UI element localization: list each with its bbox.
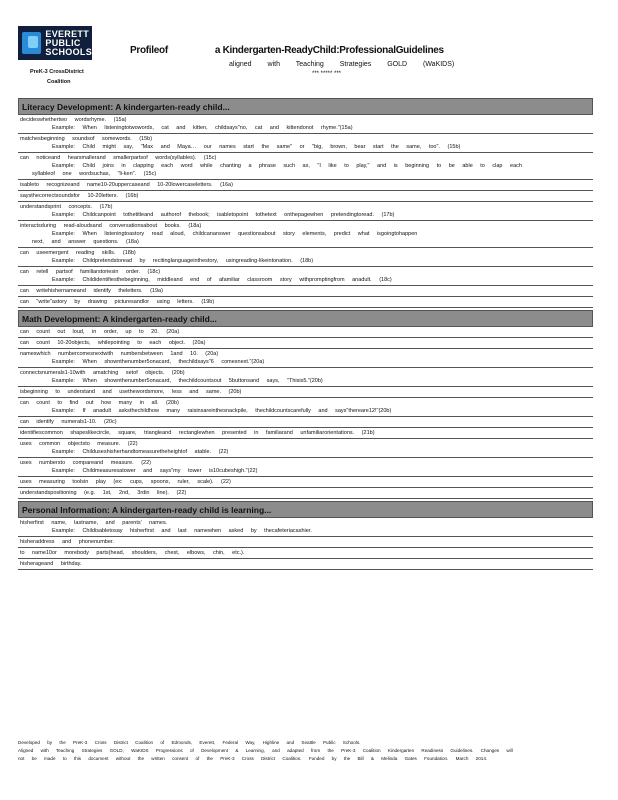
guideline-row	[18, 439, 593, 458]
guideline-text: uses common objectsto measure. (22)	[20, 441, 138, 447]
footer-line-1: Developed by the PreK-3 Cross District Coalition of Edmonds, Everett, Federal Way, Highline and Seattle Public Schools.	[18, 740, 361, 745]
guideline-text: uses measuring toolsin play (ex: cups, spoons, ruler, scale). (22)	[20, 479, 231, 485]
page-subtitle: aligned with Teaching Strategies GOLD (WaKIDS)	[229, 61, 455, 68]
guideline-example: Example: When shownthenumber5onacard, thechildcountsout 5buttonsand says, "Thisis5."(20b)	[52, 378, 323, 384]
guideline-text: can count out loud, in order, up to 20. (20a)	[20, 329, 180, 335]
section-heading: Literacy Development: A kindergarten-ready child...	[18, 98, 593, 115]
logo-line-1: EVERETT	[45, 28, 89, 39]
guideline-row	[18, 559, 593, 570]
section-heading: Personal Information: A kindergarten-ready child is learning...	[18, 501, 593, 518]
guideline-row	[18, 286, 593, 297]
guideline-row	[18, 115, 593, 134]
guideline-example: Example: Childuseshisherhandtomeasuretheheightof atable. (22)	[52, 449, 229, 455]
guideline-example: Example: Childcanpoint tothetitleand authorof thebook; isabletopoint tothetext onthepagewhen pretendingtoread. (17b)	[52, 212, 395, 218]
guideline-text: matchesbeginning soundsof somewords. (15b)	[20, 136, 153, 142]
guideline-row	[18, 338, 593, 349]
guideline-example: Example: Childpretendstoread by recitinglanguageinthestory, usingreading-likeintonation. (18b)	[52, 258, 314, 264]
guideline-row	[18, 191, 593, 202]
guideline-text: isableto recognizeand name10-20uppercaseand 10-20lowercaseletters. (16a)	[20, 182, 233, 188]
guideline-row	[18, 398, 593, 417]
guideline-row	[18, 548, 593, 559]
footer-line-3: not be made to this document without the written consent of the PreK-3 Cross District Coalition. Funded by the Bill & Melinda Gates Foundation. March 2014.	[18, 756, 488, 761]
guideline-text: uses numbersto compareand measure. (22)	[20, 460, 151, 466]
guideline-row	[18, 518, 593, 537]
prek-coalition-label: PreK-3 CrossDistrict	[30, 69, 84, 75]
guideline-example: Example: Child joins in clapping each word while chanting a phrase such as, "I like to play," and is beginning to be able to clap each	[52, 163, 522, 169]
guideline-example: Example: If anadult asksthechildhow many raisinsareinthesnackpile, thechildcountscarefully and says"thereare12!"(20b)	[52, 408, 392, 414]
guideline-example: syllableof one wordsuchas, "li-ken". (15c)	[32, 171, 157, 177]
title-part-2: a Kindergarten-ReadyChild:ProfessionalGuidelines	[214, 45, 444, 56]
guideline-text: identifiescommon shapeslikecircle, square, triangleand rectanglewhen presented in familiarand unfamiliarorientations. (21b)	[20, 430, 375, 436]
guideline-example: Example: Childisabletosay hisherfirst and last namewhen asked by thecafeteriacashier.	[52, 528, 312, 534]
guideline-row	[18, 537, 593, 548]
guideline-example: Example: When shownthenumber5onacard, thechildsays"6 comesnext."(20a)	[52, 359, 265, 365]
guideline-row	[18, 134, 593, 153]
page-subtitle-2: *** ***** ***	[312, 71, 342, 77]
guideline-text: understandspositioning (e.g. 1st, 2nd, 3rdin line). (22)	[20, 490, 187, 496]
guideline-row	[18, 349, 593, 368]
guideline-example: Example: When listeningtoastory read aloud, childcananswer questionsabout story elements, predict what isgoingtohappen	[52, 231, 418, 237]
guideline-row	[18, 297, 593, 308]
guideline-text: can useemergent reading skills. (18b)	[20, 250, 136, 256]
guideline-row	[18, 477, 593, 488]
guideline-example: Example: Child might say, "Max and Maya… our names start the same" or "big, brown, bear start the same, too". (15b)	[52, 144, 461, 150]
guideline-text: decideswhethertwo wordsrhyme. (15a)	[20, 117, 127, 123]
title-part-1: Profileof	[130, 45, 168, 56]
guideline-text: isbeginning to understand and usethewordsmore, less and same. (20b)	[20, 389, 242, 395]
logo-line-3: SCHOOLS	[45, 46, 92, 57]
guideline-example: Example: Childmeasuresatower and says"my tower is10cubeshigh."(22)	[52, 468, 258, 474]
guideline-text: saysthecorrectsoundsfor 10-20letters. (16b)	[20, 193, 139, 199]
section-gap	[18, 570, 593, 572]
page-title	[130, 45, 444, 56]
guideline-text: nameswhich numbercomesnextwith numbersbetween 1and 10. (20a)	[20, 351, 219, 357]
guideline-row	[18, 267, 593, 286]
guideline-text: interactsduring read-aloudsand conversationsabout books. (18a)	[20, 223, 202, 229]
logo-text	[45, 30, 92, 57]
guideline-text: hisherageand birthday.	[20, 561, 82, 567]
guideline-text: hisheraddress and phonenumber.	[20, 539, 114, 545]
guideline-text: understandsprint concepts. (17b)	[20, 204, 113, 210]
guideline-example: Example: Childidentifiesthebeginning, middleand end of afamiliar classroom story withpromptingfrom anadult. (18c)	[52, 277, 392, 283]
guideline-row	[18, 202, 593, 221]
school-logo	[18, 26, 92, 60]
guideline-text: can "write"astory by drawing picturesandlor using letters. (19b)	[20, 299, 215, 305]
guideline-row	[18, 488, 593, 499]
guideline-text: can count 10-20objects, whilepointing to each object. (20a)	[20, 340, 206, 346]
footer	[18, 739, 593, 763]
guideline-row	[18, 327, 593, 338]
footer-line-2: Aligned with Teaching Strategies GOLD, WaKIDS Progressions of Development & Learning, and adapted from the PreK-3 Coalition Kindergarten Readiness Guidelines. Changes will	[18, 748, 513, 753]
guideline-row	[18, 417, 593, 428]
guideline-text: can count to find out how many in all. (20b)	[20, 400, 179, 406]
guideline-row	[18, 153, 593, 180]
guideline-example: next, and answer questions. (18a)	[32, 239, 139, 245]
guideline-text: can noticeand hearsmallerand smallerpartsof words(syllables). (15c)	[20, 155, 217, 161]
guideline-row	[18, 248, 593, 267]
guidelines-content	[18, 98, 593, 572]
guideline-text: to name10or morebody parts(head, shoulders, chest, elbows, chin, etc.).	[20, 550, 245, 556]
guideline-text: connectsnumerals1-10with amatching setof objects. (20b)	[20, 370, 185, 376]
guideline-row	[18, 428, 593, 439]
guideline-row	[18, 368, 593, 387]
guideline-row	[18, 221, 593, 248]
guideline-row	[18, 458, 593, 477]
guideline-row	[18, 387, 593, 398]
section-heading: Math Development: A kindergarten-ready child...	[18, 310, 593, 327]
logo-icon	[22, 32, 41, 54]
guideline-text: can writehishernameand identify theletters. (19a)	[20, 288, 163, 294]
guideline-text: can retell partsof familiarstoriesin order. (18c)	[20, 269, 161, 275]
guideline-text: hisherfirst name, lastname, and parents' names.	[20, 520, 168, 526]
guideline-text: can identify numerals1-10. (20c)	[20, 419, 117, 425]
guideline-row	[18, 180, 593, 191]
logo-line-2: PUBLIC	[45, 37, 81, 48]
prek-coalition-label-2: Coalition	[47, 79, 71, 85]
guideline-example: Example: When listeningtotwowords, cat and kitten, childsays"no, cat and kittendonot rhyme."(15a)	[52, 125, 353, 131]
